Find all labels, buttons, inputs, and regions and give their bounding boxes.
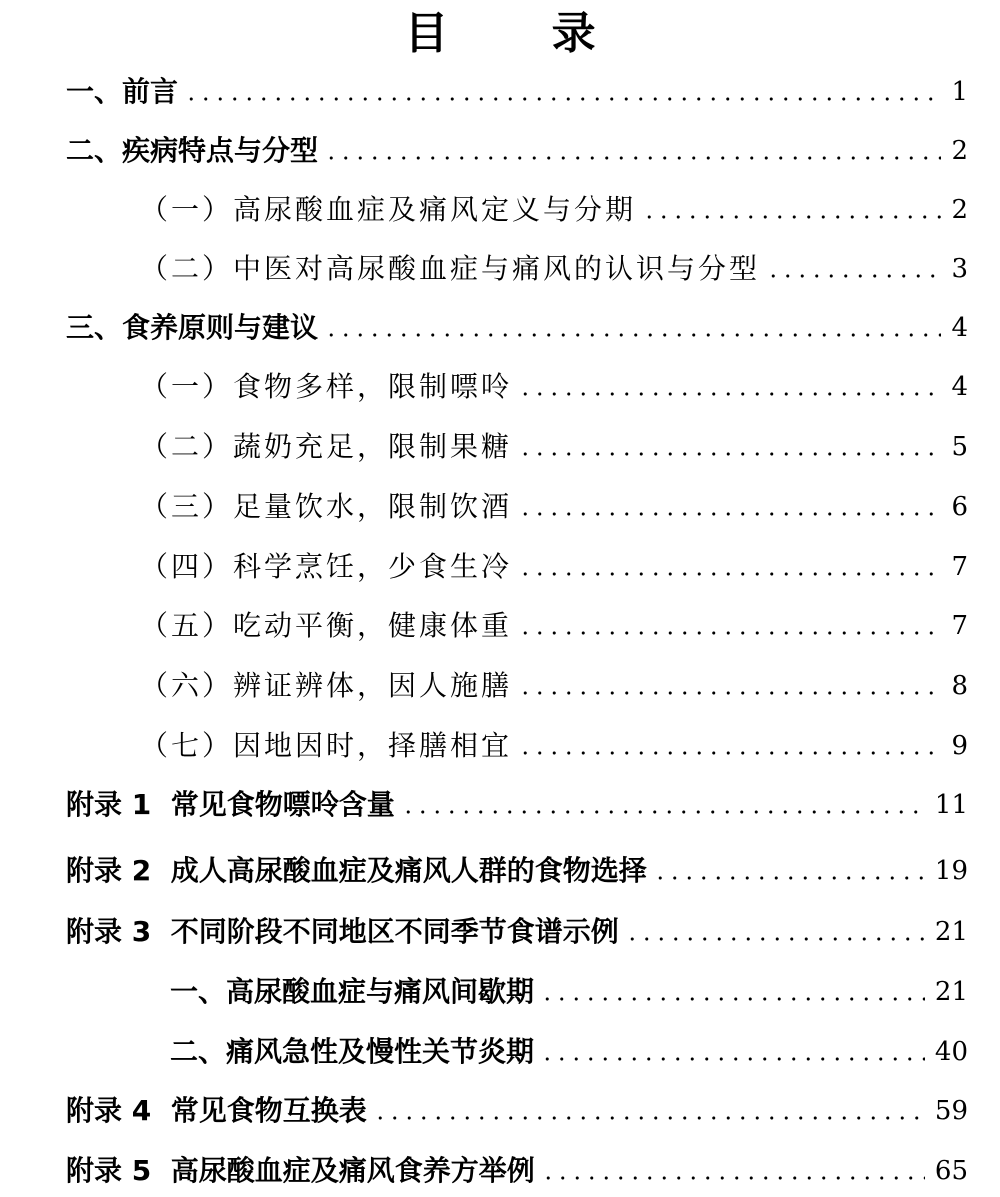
dot-leader xyxy=(625,937,925,941)
toc-entry[interactable] xyxy=(66,1151,968,1191)
toc-page-number: 8 xyxy=(951,671,968,701)
dot-leader xyxy=(373,1116,925,1120)
dot-leader xyxy=(766,274,941,278)
toc-entry-title: 附录 3 不同阶段不同地区不同季节食谱示例 xyxy=(66,915,619,948)
toc-page-number: 6 xyxy=(951,492,968,522)
toc-entry[interactable] xyxy=(140,547,968,587)
toc-entry-title: （三）足量饮水，限制饮酒 xyxy=(140,490,513,523)
toc-page-number: 11 xyxy=(934,790,968,820)
toc-entry-title: （二）中医对高尿酸血症与痛风的认识与分型 xyxy=(140,252,761,285)
toc-page-number: 7 xyxy=(951,611,968,641)
dot-leader xyxy=(518,751,941,755)
toc-entry-title: （四）科学烹饪，少食生冷 xyxy=(140,550,513,583)
toc-entry-title: 一、前言 xyxy=(66,75,179,108)
toc-entry[interactable] xyxy=(140,487,968,527)
toc-entry[interactable] xyxy=(140,427,968,467)
toc-page-number: 59 xyxy=(934,1096,968,1126)
toc-entry[interactable] xyxy=(140,367,968,407)
toc-entry[interactable] xyxy=(66,912,968,952)
toc-page-number: 4 xyxy=(951,372,968,402)
toc-page-number: 5 xyxy=(951,432,968,462)
toc-entry[interactable] xyxy=(140,190,968,230)
toc-entry[interactable] xyxy=(66,785,968,825)
toc-entry[interactable] xyxy=(66,1091,968,1131)
toc-page-number: 3 xyxy=(951,254,968,284)
toc-entry-title: （六）辨证辨体，因人施膳 xyxy=(140,669,513,702)
toc-entry[interactable] xyxy=(170,972,968,1012)
dot-leader xyxy=(540,997,925,1001)
dot-leader xyxy=(541,1176,925,1180)
dot-leader xyxy=(518,392,941,396)
toc-page-number: 65 xyxy=(934,1156,968,1186)
toc-page-number: 4 xyxy=(951,313,968,343)
toc-entry-title: 附录 4 常见食物互换表 xyxy=(66,1094,367,1127)
toc-entry-title: （一）高尿酸血症及痛风定义与分期 xyxy=(140,193,637,226)
toc-entry[interactable] xyxy=(140,249,968,289)
toc-page-number: 1 xyxy=(951,77,968,107)
toc-entry-title: 附录 1 常见食物嘌呤含量 xyxy=(66,788,395,821)
toc-entry-title: （五）吃动平衡，健康体重 xyxy=(140,609,513,642)
toc-entry-title: 附录 2 成人高尿酸血症及痛风人群的食物选择 xyxy=(66,854,647,887)
toc-entry-title: 三、食养原则与建议 xyxy=(66,311,319,344)
toc-entry[interactable] xyxy=(66,851,968,891)
toc-page-number: 2 xyxy=(951,195,968,225)
toc-page-number: 2 xyxy=(951,136,968,166)
toc-entry-title: （七）因地因时，择膳相宜 xyxy=(140,729,513,762)
dot-leader xyxy=(401,810,925,814)
dot-leader xyxy=(518,631,941,635)
toc-entry-title: （一）食物多样，限制嘌呤 xyxy=(140,370,513,403)
dot-leader xyxy=(518,691,941,695)
toc-page-number: 21 xyxy=(934,917,968,947)
toc-entry-title: （二）蔬奶充足，限制果糖 xyxy=(140,430,513,463)
dot-leader xyxy=(518,512,941,516)
toc-entry-title: 附录 5 高尿酸血症及痛风食养方举例 xyxy=(66,1154,535,1187)
toc-page-number: 40 xyxy=(934,1037,968,1067)
toc-entry[interactable] xyxy=(66,131,968,171)
dot-leader xyxy=(324,333,941,337)
dot-leader xyxy=(540,1057,925,1061)
toc-entry-title: 二、疾病特点与分型 xyxy=(66,134,319,167)
dot-leader xyxy=(518,572,941,576)
toc-page-number: 7 xyxy=(951,552,968,582)
page-title: 目 录 xyxy=(404,8,640,59)
toc-entry[interactable] xyxy=(140,606,968,646)
dot-leader xyxy=(184,97,941,101)
toc-page-number: 21 xyxy=(934,977,968,1007)
toc-entry-title: 一、高尿酸血症与痛风间歇期 xyxy=(170,975,535,1008)
toc-entry[interactable] xyxy=(140,666,968,706)
dot-leader xyxy=(324,156,941,160)
dot-leader xyxy=(518,452,941,456)
toc-page-number: 9 xyxy=(951,731,968,761)
dot-leader xyxy=(642,215,941,219)
toc-entry[interactable] xyxy=(140,726,968,766)
toc-entry[interactable] xyxy=(66,308,968,348)
toc-page-number: 19 xyxy=(934,856,968,886)
toc-entry[interactable] xyxy=(66,72,968,112)
toc-entry[interactable] xyxy=(170,1032,968,1072)
toc-entry-title: 二、痛风急性及慢性关节炎期 xyxy=(170,1035,535,1068)
dot-leader xyxy=(653,876,925,880)
